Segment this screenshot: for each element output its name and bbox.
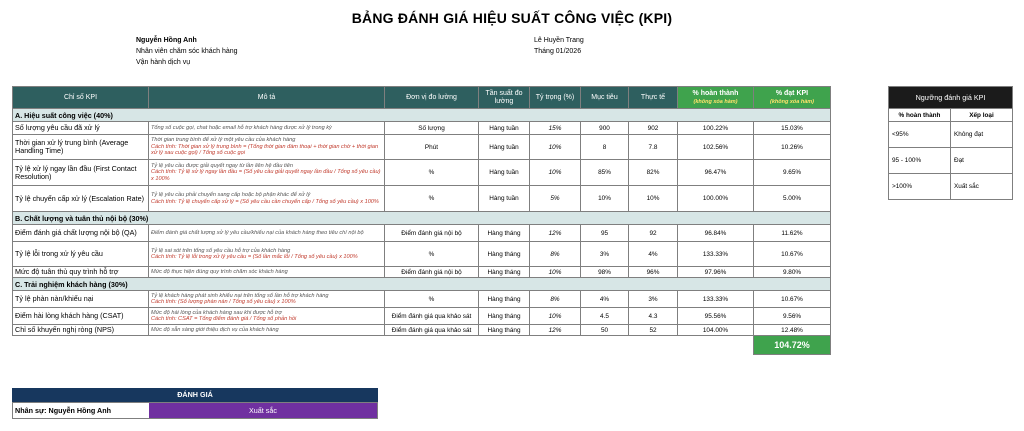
threshold-row — [889, 148, 1013, 174]
kpi-achieved: 9.80% — [754, 267, 831, 278]
kpi-name: Tỷ lệ xử lý ngay lần đầu (First Contact Resolution) — [13, 160, 149, 186]
formula-text: Cách tính: (Số lượng phàn nàn / Tổng số yêu cầu) x 100% — [151, 299, 296, 305]
kpi-achieved: 9.56% — [754, 308, 831, 325]
kpi-name: Tỷ lệ phàn nàn/khiếu nại — [13, 291, 149, 308]
section-title: C. Trải nghiệm khách hàng (30%) — [13, 278, 831, 291]
kpi-description — [149, 242, 385, 267]
total-kpi-score: 104.72% — [754, 336, 831, 355]
kpi-name: Điểm hài lòng khách hàng (CSAT) — [13, 308, 149, 325]
kpi-actual: 4% — [629, 242, 678, 267]
kpi-target: 8 — [581, 135, 629, 160]
table-row — [13, 186, 831, 212]
kpi-completion: 96.84% — [678, 225, 754, 242]
kpi-frequency: Hàng tháng — [479, 291, 530, 308]
threshold-table — [888, 86, 1013, 200]
kpi-completion: 102.56% — [678, 135, 754, 160]
threshold-grade: Xuất sắc — [951, 174, 1013, 200]
description-text: Tổng số cuộc gọi, chat hoặc email hỗ trợ khách hàng được xử lý trong kỳ — [151, 124, 332, 131]
kpi-name: Mức độ tuân thủ quy trình hỗ trợ — [13, 267, 149, 278]
kpi-description — [149, 160, 385, 186]
period-value: Tháng 01/2026 — [534, 48, 582, 55]
kpi-unit: Điểm đánh giá qua khảo sát — [385, 308, 479, 325]
rating-box — [12, 388, 378, 419]
kpi-weight: 12% — [530, 325, 581, 336]
kpi-target: 50 — [581, 325, 629, 336]
header-achieved: % đạt KPI (không xóa hàm) — [754, 87, 831, 109]
kpi-weight: 15% — [530, 122, 581, 135]
kpi-actual: 3% — [629, 291, 678, 308]
table-row — [13, 135, 831, 160]
kpi-weight: 10% — [530, 267, 581, 278]
kpi-target: 4.5 — [581, 308, 629, 325]
description-text: Mức độ sẵn sàng giới thiệu dịch vụ của khách hàng — [151, 326, 279, 333]
rating-label: Nhân sự: Nguyễn Hồng Anh — [15, 406, 111, 415]
section-row — [13, 109, 831, 122]
formula-text: Cách tính: Tỷ lệ lỗi trong xử lý yêu cầu = (Số lần mắc lỗi / Tổng số yêu cầu) x 100% — [151, 254, 358, 260]
kpi-unit: % — [385, 160, 479, 186]
kpi-achieved: 10.67% — [754, 242, 831, 267]
kpi-weight: 8% — [530, 242, 581, 267]
table-row — [13, 267, 831, 278]
kpi-target: 4% — [581, 291, 629, 308]
kpi-description — [149, 186, 385, 212]
kpi-description — [149, 325, 385, 336]
kpi-weight: 10% — [530, 160, 581, 186]
kpi-description — [149, 122, 385, 135]
kpi-table — [12, 86, 831, 355]
kpi-completion: 97.96% — [678, 267, 754, 278]
description-text: Điểm đánh giá chất lượng xử lý yêu cầu/khiếu nại của khách hàng theo tiêu chí nội bộ — [151, 229, 364, 236]
rating-row — [12, 402, 378, 419]
kpi-target: 3% — [581, 242, 629, 267]
header-desc: Mô tả — [149, 87, 385, 109]
rating-value: Xuất sắc — [149, 403, 377, 418]
section-title: A. Hiệu suất công việc (40%) — [13, 109, 831, 122]
description-text: Tỷ lệ yêu cầu được giải quyết ngay từ lần liên hệ đầu tiên — [151, 162, 294, 169]
description-text: Mức độ thực hiện đúng quy trình chăm sóc khách hàng — [151, 268, 288, 275]
kpi-completion: 133.33% — [678, 291, 754, 308]
description-text: Tỷ lệ khách hàng phát sinh khiếu nại trên tổng số lần hỗ trợ khách hàng — [151, 292, 329, 299]
threshold-range: <95% — [889, 122, 951, 148]
kpi-unit: Phút — [385, 135, 479, 160]
kpi-target: 98% — [581, 267, 629, 278]
kpi-achieved: 15.03% — [754, 122, 831, 135]
kpi-achieved: 5.00% — [754, 186, 831, 212]
kpi-unit: Điểm đánh giá nội bộ — [385, 267, 479, 278]
threshold-col-grade: Xếp loại — [951, 109, 1013, 122]
description-text: Mức độ hài lòng của khách hàng sau khi được hỗ trợ — [151, 309, 282, 316]
kpi-unit: % — [385, 291, 479, 308]
kpi-achieved: 10.67% — [754, 291, 831, 308]
kpi-description — [149, 308, 385, 325]
threshold-row — [889, 122, 1013, 148]
kpi-frequency: Hàng tháng — [479, 225, 530, 242]
formula-text: Cách tính: CSAT = Tổng điểm đánh giá / Tổng số phản hồi — [151, 316, 297, 322]
total-spacer — [13, 336, 754, 355]
kpi-actual: 92 — [629, 225, 678, 242]
formula-text: Cách tính: Tỷ lệ xử lý ngay lần đầu = (Số yêu cầu giải quyết ngay lần đầu / Tổng số yêu cầu) x 100% — [151, 169, 381, 182]
kpi-weight: 5% — [530, 186, 581, 212]
kpi-description — [149, 291, 385, 308]
kpi-achieved: 12.48% — [754, 325, 831, 336]
table-row — [13, 325, 831, 336]
threshold-grade: Không đạt — [951, 122, 1013, 148]
header-kpi: Chỉ số KPI — [13, 87, 149, 109]
kpi-completion: 100.00% — [678, 186, 754, 212]
kpi-completion: 100.22% — [678, 122, 754, 135]
table-row — [13, 160, 831, 186]
header-weight: Tỷ trọng (%) — [530, 87, 581, 109]
kpi-frequency: Hàng tuần — [479, 160, 530, 186]
kpi-completion: 133.33% — [678, 242, 754, 267]
threshold-col-completion: % hoàn thành — [889, 109, 951, 122]
kpi-actual: 7.8 — [629, 135, 678, 160]
header-completion: % hoàn thành (không xóa hàm) — [678, 87, 754, 109]
kpi-frequency: Hàng tháng — [479, 325, 530, 336]
threshold-row — [889, 174, 1013, 200]
threshold-range: >100% — [889, 174, 951, 200]
kpi-description — [149, 225, 385, 242]
kpi-frequency: Hàng tháng — [479, 267, 530, 278]
evaluator-value: Lê Huyền Trang — [534, 37, 584, 44]
header-target: Mục tiêu — [581, 87, 629, 109]
kpi-completion: 104.00% — [678, 325, 754, 336]
kpi-weight: 12% — [530, 225, 581, 242]
kpi-completion: 95.56% — [678, 308, 754, 325]
kpi-unit: Số lượng — [385, 122, 479, 135]
kpi-name: Điểm đánh giá chất lượng nội bộ (QA) — [13, 225, 149, 242]
rating-title: ĐÁNH GIÁ — [12, 388, 378, 402]
page-title: BẢNG ĐÁNH GIÁ HIỆU SUẤT CÔNG VIỆC (KPI) — [351, 10, 673, 26]
dept-value: Vận hành dịch vụ — [136, 59, 191, 66]
kpi-frequency: Hàng tuần — [479, 135, 530, 160]
kpi-achieved: 10.26% — [754, 135, 831, 160]
table-row — [13, 242, 831, 267]
threshold-grade: Đạt — [951, 148, 1013, 174]
table-header — [13, 87, 831, 109]
kpi-target: 900 — [581, 122, 629, 135]
kpi-description — [149, 135, 385, 160]
table-row — [13, 225, 831, 242]
kpi-frequency: Hàng tuần — [479, 186, 530, 212]
kpi-name: Chỉ số khuyến nghị ròng (NPS) — [13, 325, 149, 336]
kpi-name: Tỷ lệ lỗi trong xử lý yêu cầu — [13, 242, 149, 267]
total-row — [13, 336, 831, 355]
kpi-unit: Điểm đánh giá qua khảo sát — [385, 325, 479, 336]
kpi-unit: % — [385, 242, 479, 267]
kpi-actual: 82% — [629, 160, 678, 186]
kpi-actual: 96% — [629, 267, 678, 278]
section-row — [13, 212, 831, 225]
kpi-target: 10% — [581, 186, 629, 212]
kpi-achieved: 11.62% — [754, 225, 831, 242]
kpi-name: Thời gian xử lý trung bình (Average Handling Time) — [13, 135, 149, 160]
kpi-frequency: Hàng tuần — [479, 122, 530, 135]
kpi-actual: 52 — [629, 325, 678, 336]
kpi-frequency: Hàng tháng — [479, 242, 530, 267]
formula-text: Cách tính: Thời gian xử lý trung bình = (Tổng thời gian đàm thoại + thời gian chờ + thời gian xử lý sau cuộc gọi) / Tổng số cuộc gọi — [151, 143, 379, 157]
kpi-actual: 10% — [629, 186, 678, 212]
formula-text: Cách tính: Tỷ lệ chuyển cấp xử lý = (Số yêu cầu cần chuyển cấp / Tổng số yêu cầu) x 100% — [151, 198, 379, 205]
kpi-description — [149, 267, 385, 278]
position-value: Nhân viên chăm sóc khách hàng — [136, 48, 238, 55]
table-row — [13, 291, 831, 308]
kpi-completion: 96.47% — [678, 160, 754, 186]
header-actual: Thực tế — [629, 87, 678, 109]
table-row — [13, 122, 831, 135]
kpi-name: Tỷ lệ chuyển cấp xử lý (Escalation Rate) — [13, 186, 149, 212]
kpi-weight: 10% — [530, 308, 581, 325]
description-text: Tỷ lệ yêu cầu phải chuyển sang cấp hoặc bộ phận khác để xử lý — [151, 192, 311, 199]
table-row — [13, 308, 831, 325]
description-text: Thời gian trung bình để xử lý một yêu cầu của khách hàng — [151, 137, 296, 144]
kpi-target: 85% — [581, 160, 629, 186]
kpi-name: Số lượng yêu cầu đã xử lý — [13, 122, 149, 135]
header-unit: Đơn vị đo lường — [385, 87, 479, 109]
kpi-frequency: Hàng tháng — [479, 308, 530, 325]
name-value: Nguyễn Hồng Anh — [136, 37, 197, 44]
threshold-title: Ngưỡng đánh giá KPI — [889, 87, 1013, 109]
description-text: Tỷ lệ sai sót trên tổng số yêu cầu hỗ trợ của khách hàng — [151, 247, 291, 254]
section-title: B. Chất lượng và tuân thủ nội bộ (30%) — [13, 212, 831, 225]
kpi-actual: 4.3 — [629, 308, 678, 325]
threshold-range: 95 - 100% — [889, 148, 951, 174]
kpi-achieved: 9.65% — [754, 160, 831, 186]
section-row — [13, 278, 831, 291]
header-freq: Tần suất đo lường — [479, 87, 530, 109]
kpi-weight: 8% — [530, 291, 581, 308]
kpi-weight: 10% — [530, 135, 581, 160]
kpi-unit: % — [385, 186, 479, 212]
kpi-actual: 902 — [629, 122, 678, 135]
kpi-unit: Điểm đánh giá nội bộ — [385, 225, 479, 242]
kpi-target: 95 — [581, 225, 629, 242]
